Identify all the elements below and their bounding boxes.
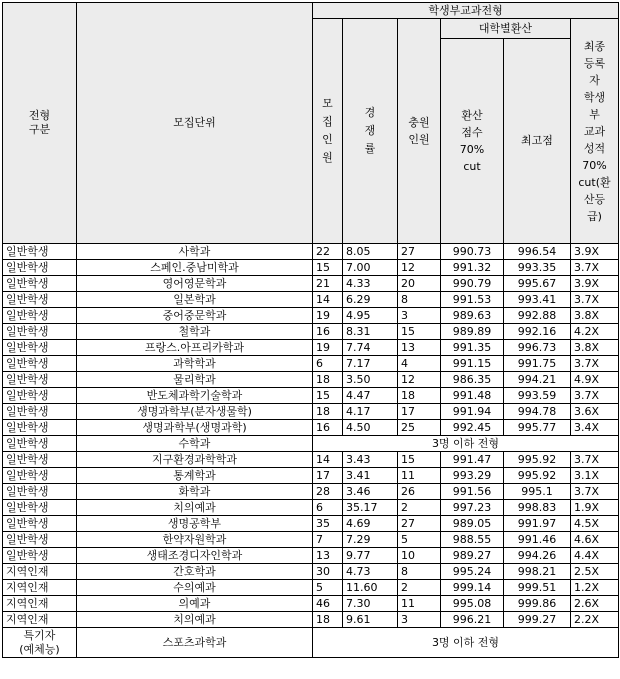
cell-extra: 27 (398, 516, 441, 532)
cell-competition: 7.00 (343, 260, 398, 276)
cell-recruit: 18 (313, 372, 343, 388)
cell-type: 일반학생 (3, 484, 77, 500)
table-row (3, 372, 619, 388)
cell-max: 993.59 (504, 388, 571, 404)
cell-conv-cut: 991.53 (441, 292, 504, 308)
cell-extra: 15 (398, 324, 441, 340)
cell-max: 995.77 (504, 420, 571, 436)
cell-unit: 간호학과 (77, 564, 313, 580)
cell-unit: 스페인.중남미학과 (77, 260, 313, 276)
cell-extra: 3 (398, 612, 441, 628)
cell-recruit: 15 (313, 388, 343, 404)
admission-results-table (2, 2, 619, 658)
cell-extra: 10 (398, 548, 441, 564)
cell-competition: 3.46 (343, 484, 398, 500)
cell-unit: 화학과 (77, 484, 313, 500)
cell-conv-cut: 986.35 (441, 372, 504, 388)
header-recruit: 모 집 인 원 (313, 19, 343, 244)
cell-grade: 3.7X (571, 292, 619, 308)
cell-unit: 치의예과 (77, 612, 313, 628)
cell-type: 일반학생 (3, 548, 77, 564)
cell-unit: 물리학과 (77, 372, 313, 388)
cell-competition: 7.74 (343, 340, 398, 356)
cell-conv-cut: 990.79 (441, 276, 504, 292)
table-row (3, 404, 619, 420)
cell-extra: 15 (398, 452, 441, 468)
cell-conv-cut: 992.45 (441, 420, 504, 436)
cell-recruit: 28 (313, 484, 343, 500)
cell-recruit: 14 (313, 452, 343, 468)
cell-recruit: 35 (313, 516, 343, 532)
table-row (3, 548, 619, 564)
cell-type: 일반학생 (3, 452, 77, 468)
table-row (3, 292, 619, 308)
table-row (3, 516, 619, 532)
cell-type: 지역인재 (3, 596, 77, 612)
cell-unit: 의예과 (77, 596, 313, 612)
cell-competition: 7.17 (343, 356, 398, 372)
cell-unit: 생명공학부 (77, 516, 313, 532)
cell-conv-cut: 993.29 (441, 468, 504, 484)
cell-max: 995.92 (504, 468, 571, 484)
cell-max: 995.92 (504, 452, 571, 468)
table-row (3, 260, 619, 276)
cell-max: 993.35 (504, 260, 571, 276)
cell-type: 지역인재 (3, 564, 77, 580)
cell-type: 지역인재 (3, 580, 77, 596)
cell-competition: 6.29 (343, 292, 398, 308)
cell-grade: 3.7X (571, 388, 619, 404)
cell-type: 일반학생 (3, 292, 77, 308)
cell-recruit: 18 (313, 612, 343, 628)
cell-type: 일반학생 (3, 340, 77, 356)
header-final: 최종 등록 자 학생 부 교과 성적 70% cut(환 산등 급) (571, 19, 619, 244)
cell-recruit: 19 (313, 340, 343, 356)
cell-conv-cut: 995.08 (441, 596, 504, 612)
cell-extra: 11 (398, 468, 441, 484)
cell-extra: 12 (398, 372, 441, 388)
cell-conv-cut: 989.89 (441, 324, 504, 340)
cell-competition: 8.05 (343, 244, 398, 260)
table-row (3, 612, 619, 628)
cell-grade: 3.7X (571, 356, 619, 372)
cell-note: 3명 이하 전형 (313, 628, 619, 658)
cell-grade: 2.2X (571, 612, 619, 628)
cell-extra: 26 (398, 484, 441, 500)
cell-type: 일반학생 (3, 244, 77, 260)
cell-unit: 생명과학부(생명과학) (77, 420, 313, 436)
cell-competition: 4.17 (343, 404, 398, 420)
table-row (3, 596, 619, 612)
cell-recruit: 16 (313, 324, 343, 340)
table-row (3, 500, 619, 516)
cell-extra: 25 (398, 420, 441, 436)
cell-competition: 4.95 (343, 308, 398, 324)
cell-max: 996.54 (504, 244, 571, 260)
cell-unit: 생명과학부(분자생물학) (77, 404, 313, 420)
cell-type: 일반학생 (3, 372, 77, 388)
cell-max: 999.27 (504, 612, 571, 628)
cell-extra: 17 (398, 404, 441, 420)
cell-max: 998.21 (504, 564, 571, 580)
cell-grade: 3.9X (571, 276, 619, 292)
table-row (3, 308, 619, 324)
table-row (3, 484, 619, 500)
table-header (3, 3, 619, 244)
cell-grade: 3.7X (571, 260, 619, 276)
table-row (3, 532, 619, 548)
table-body (3, 244, 619, 658)
cell-competition: 7.29 (343, 532, 398, 548)
cell-max: 992.16 (504, 324, 571, 340)
cell-recruit: 14 (313, 292, 343, 308)
table-row (3, 468, 619, 484)
header-conv-group: 대학별환산 (441, 19, 571, 39)
cell-type: 일반학생 (3, 500, 77, 516)
cell-max: 999.51 (504, 580, 571, 596)
cell-recruit: 18 (313, 404, 343, 420)
cell-conv-cut: 988.55 (441, 532, 504, 548)
cell-unit: 수의예과 (77, 580, 313, 596)
cell-type: 일반학생 (3, 420, 77, 436)
table-row (3, 324, 619, 340)
cell-extra: 5 (398, 532, 441, 548)
cell-type: 일반학생 (3, 356, 77, 372)
cell-unit: 중어중문학과 (77, 308, 313, 324)
header-extra: 충원 인원 (398, 19, 441, 244)
table-row (3, 388, 619, 404)
cell-grade: 3.6X (571, 404, 619, 420)
cell-extra: 3 (398, 308, 441, 324)
cell-conv-cut: 991.94 (441, 404, 504, 420)
cell-grade: 1.9X (571, 500, 619, 516)
cell-recruit: 19 (313, 308, 343, 324)
cell-type: 일반학생 (3, 276, 77, 292)
cell-grade: 2.5X (571, 564, 619, 580)
cell-unit: 치의예과 (77, 500, 313, 516)
cell-unit: 지구환경과학학과 (77, 452, 313, 468)
cell-recruit: 15 (313, 260, 343, 276)
cell-unit: 통계학과 (77, 468, 313, 484)
cell-extra: 11 (398, 596, 441, 612)
table-row (3, 564, 619, 580)
cell-competition: 3.43 (343, 452, 398, 468)
cell-grade: 3.9X (571, 244, 619, 260)
cell-unit: 스포츠과학과 (77, 628, 313, 658)
cell-extra: 2 (398, 500, 441, 516)
cell-extra: 8 (398, 564, 441, 580)
cell-conv-cut: 990.73 (441, 244, 504, 260)
cell-recruit: 46 (313, 596, 343, 612)
cell-type: 지역인재 (3, 612, 77, 628)
cell-type: 특기자 (예체능) (3, 628, 77, 658)
cell-unit: 생태조경디자인학과 (77, 548, 313, 564)
cell-extra: 2 (398, 580, 441, 596)
cell-unit: 일본학과 (77, 292, 313, 308)
cell-conv-cut: 991.48 (441, 388, 504, 404)
cell-grade: 4.2X (571, 324, 619, 340)
cell-grade: 3.7X (571, 452, 619, 468)
cell-type: 일반학생 (3, 532, 77, 548)
cell-grade: 4.6X (571, 532, 619, 548)
header-unit: 모집단위 (77, 3, 313, 244)
cell-competition: 9.61 (343, 612, 398, 628)
cell-type: 일반학생 (3, 308, 77, 324)
cell-recruit: 5 (313, 580, 343, 596)
cell-type: 일반학생 (3, 260, 77, 276)
cell-unit: 사학과 (77, 244, 313, 260)
header-conv-cut: 환산 점수 70% cut (441, 39, 504, 244)
cell-conv-cut: 997.23 (441, 500, 504, 516)
cell-type: 일반학생 (3, 388, 77, 404)
cell-recruit: 16 (313, 420, 343, 436)
cell-max: 999.86 (504, 596, 571, 612)
cell-grade: 1.2X (571, 580, 619, 596)
table-row (3, 356, 619, 372)
header-competition: 경 쟁 률 (343, 19, 398, 244)
cell-extra: 27 (398, 244, 441, 260)
cell-recruit: 6 (313, 500, 343, 516)
cell-type: 일반학생 (3, 468, 77, 484)
cell-competition: 9.77 (343, 548, 398, 564)
cell-recruit: 17 (313, 468, 343, 484)
table-row (3, 340, 619, 356)
cell-grade: 3.7X (571, 484, 619, 500)
cell-competition: 4.50 (343, 420, 398, 436)
table-row (3, 580, 619, 596)
cell-max: 994.21 (504, 372, 571, 388)
cell-extra: 8 (398, 292, 441, 308)
cell-conv-cut: 991.15 (441, 356, 504, 372)
cell-max: 996.73 (504, 340, 571, 356)
header-type: 전형 구분 (3, 3, 77, 244)
cell-type: 일반학생 (3, 436, 77, 452)
cell-conv-cut: 991.32 (441, 260, 504, 276)
table-row (3, 420, 619, 436)
cell-grade: 3.8X (571, 340, 619, 356)
cell-competition: 4.73 (343, 564, 398, 580)
cell-note: 3명 이하 전형 (313, 436, 619, 452)
cell-extra: 13 (398, 340, 441, 356)
cell-grade: 2.6X (571, 596, 619, 612)
cell-competition: 35.17 (343, 500, 398, 516)
cell-unit: 과학학과 (77, 356, 313, 372)
cell-conv-cut: 989.27 (441, 548, 504, 564)
cell-conv-cut: 991.56 (441, 484, 504, 500)
table-row (3, 452, 619, 468)
cell-recruit: 13 (313, 548, 343, 564)
cell-conv-cut: 991.35 (441, 340, 504, 356)
cell-type: 일반학생 (3, 516, 77, 532)
cell-competition: 11.60 (343, 580, 398, 596)
cell-type: 일반학생 (3, 404, 77, 420)
cell-grade: 4.4X (571, 548, 619, 564)
cell-competition: 8.31 (343, 324, 398, 340)
cell-conv-cut: 996.21 (441, 612, 504, 628)
cell-max: 995.1 (504, 484, 571, 500)
cell-conv-cut: 989.05 (441, 516, 504, 532)
header-group: 학생부교과전형 (313, 3, 619, 19)
cell-recruit: 21 (313, 276, 343, 292)
cell-unit: 수학과 (77, 436, 313, 452)
header-max: 최고점 (504, 39, 571, 244)
cell-grade: 3.4X (571, 420, 619, 436)
cell-recruit: 22 (313, 244, 343, 260)
cell-conv-cut: 989.63 (441, 308, 504, 324)
cell-competition: 7.30 (343, 596, 398, 612)
cell-grade: 3.1X (571, 468, 619, 484)
cell-max: 995.67 (504, 276, 571, 292)
cell-max: 994.26 (504, 548, 571, 564)
cell-competition: 4.33 (343, 276, 398, 292)
cell-competition: 4.47 (343, 388, 398, 404)
cell-max: 993.41 (504, 292, 571, 308)
cell-grade: 4.5X (571, 516, 619, 532)
cell-competition: 3.50 (343, 372, 398, 388)
table-row (3, 244, 619, 260)
cell-conv-cut: 999.14 (441, 580, 504, 596)
cell-conv-cut: 995.24 (441, 564, 504, 580)
cell-unit: 철학과 (77, 324, 313, 340)
cell-max: 992.88 (504, 308, 571, 324)
cell-max: 991.75 (504, 356, 571, 372)
table-row (3, 436, 619, 452)
cell-recruit: 30 (313, 564, 343, 580)
cell-recruit: 7 (313, 532, 343, 548)
cell-recruit: 6 (313, 356, 343, 372)
cell-extra: 20 (398, 276, 441, 292)
table-row (3, 276, 619, 292)
cell-max: 994.78 (504, 404, 571, 420)
cell-unit: 한약자원학과 (77, 532, 313, 548)
cell-competition: 3.41 (343, 468, 398, 484)
cell-grade: 3.8X (571, 308, 619, 324)
cell-type: 일반학생 (3, 324, 77, 340)
cell-max: 998.83 (504, 500, 571, 516)
table-row (3, 628, 619, 658)
cell-grade: 4.9X (571, 372, 619, 388)
cell-extra: 18 (398, 388, 441, 404)
cell-unit: 프랑스.아프리카학과 (77, 340, 313, 356)
cell-unit: 영어영문학과 (77, 276, 313, 292)
cell-conv-cut: 991.47 (441, 452, 504, 468)
cell-competition: 4.69 (343, 516, 398, 532)
cell-extra: 12 (398, 260, 441, 276)
cell-max: 991.46 (504, 532, 571, 548)
cell-max: 991.97 (504, 516, 571, 532)
cell-unit: 반도체과학기술학과 (77, 388, 313, 404)
cell-extra: 4 (398, 356, 441, 372)
